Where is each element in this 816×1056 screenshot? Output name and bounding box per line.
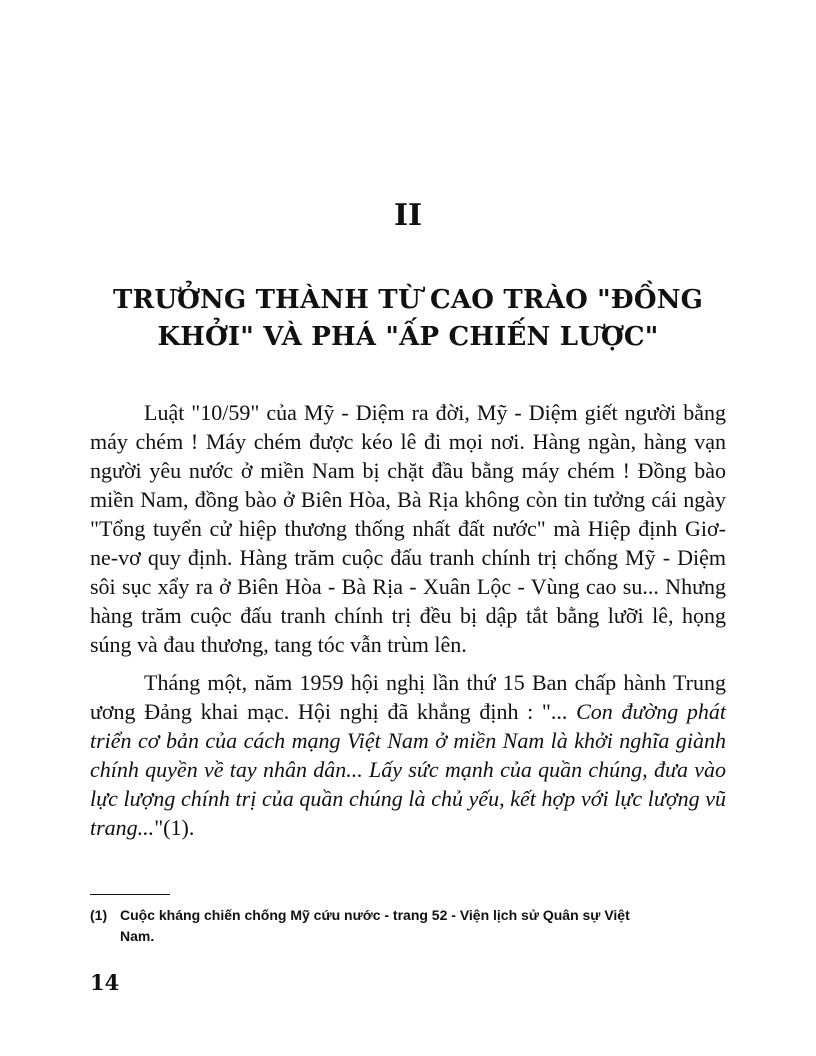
paragraph-2-quote: Con đường phát triển cơ bản của cách mạng Việt Nam ở miền Nam là khởi nghĩa giành chính quyền về tay nhân dân... Lấy sức mạnh của quần chúng, đưa vào lực lượng chính trị của quần chúng là chủ yếu, kết hợp với lực lượng vũ trang... <box>90 699 727 840</box>
footnote-marker: (1) <box>90 907 108 923</box>
chapter-title <box>90 282 726 356</box>
paragraph-1: Luật "10/59" của Mỹ - Diệm ra đời, Mỹ - Diệm giết người bằng máy chém ! Máy chém được kéo lê đi mọi nơi. Hàng ngàn, hàng vạn người yêu nước ở miền Nam bị chặt đầu bằng máy chém ! Đồng bào miền Nam, đồng bào ở Biên Hòa, Bà Rịa không còn tin tưởng cái ngày "Tổng tuyển cử hiệp thương thống nhất đất nước" mà Hiệp định Giơ-ne-vơ quy định. Hàng trăm cuộc đấu tranh chính trị chống Mỹ - Diệm sôi sục xẩy ra ở Biên Hòa - Bà Rịa - Xuân Lộc - Vùng cao su... Nhưng hàng trăm cuộc đấu tranh chính trị đều bị dập tắt bằng lưỡi lê, họng súng và đau thương, tang tóc vẫn trùm lên. <box>90 400 726 657</box>
chapter-number: II <box>393 198 423 233</box>
chapter-title-line-2: KHỞI" VÀ PHÁ "ẤP CHIẾN LƯỢC" <box>157 322 659 352</box>
footnote <box>90 905 726 947</box>
page-number: 14 <box>90 970 120 995</box>
paragraph-2-citation: "(1). <box>154 815 195 840</box>
paragraph-2 <box>90 668 726 842</box>
footnote-text-line-2: Nam. <box>120 928 155 944</box>
body-text <box>90 398 726 842</box>
footnote-divider <box>90 894 170 895</box>
footnote-text-line-1: Cuộc kháng chiến chống Mỹ cứu nước - trang 52 - Viện lịch sử Quân sự Việt <box>120 907 630 923</box>
chapter-title-line-1: TRƯỞNG THÀNH TỪ CAO TRÀO "ĐỒNG <box>112 285 704 315</box>
paragraph-2-intro: Tháng một, năm 1959 hội nghị lần thứ 15 Ban chấp hành Trung ương Đảng khai mạc. Hội nghị đã khẳng định : "... <box>90 670 726 724</box>
